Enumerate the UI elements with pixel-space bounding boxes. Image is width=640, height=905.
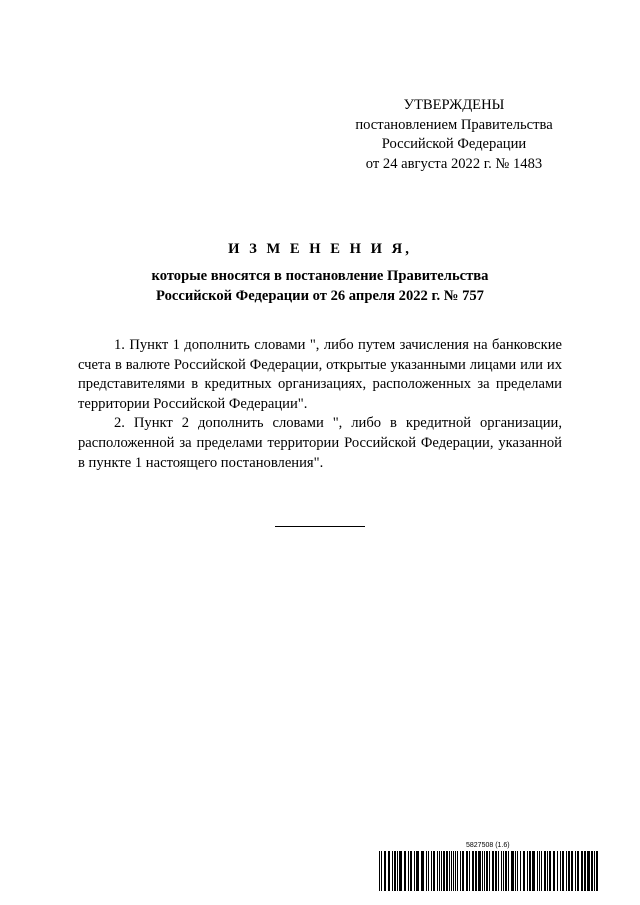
approval-title: УТВЕРЖДЕНЫ [403,97,505,113]
subtitle-line-1: которые вносятся в постановление Правительства [151,268,489,284]
approval-line-2: Российской Федерации [381,136,527,152]
document-title: И З М Е Н Е Н И Я, [228,241,412,257]
paragraph-1: 1. Пункт 1 дополнить словами ", либо путем зачисления на банковские счета в валюте Российской Федерации, открытые указанными лицами или их представителями в кредитных организациях, расположенных за пределами территории Российской Федерации". [78,337,562,412]
document-subtitle [0,267,640,306]
document-body [78,336,562,473]
end-divider [275,526,365,527]
subtitle-line-2: Российской Федерации от 26 апреля 2022 г. № 757 [156,287,484,304]
paragraph-2: 2. Пункт 2 дополнить словами ", либо в кредитной организации, расположенной за пределами территории Российской Федерации, указанной в пункте 1 настоящего постановления". [78,415,562,471]
document-barcode [378,842,598,894]
approval-line-1: постановлением Правительства [355,116,553,133]
approval-line-3: от 24 августа 2022 г. № 1483 [365,155,543,172]
approval-stamp [340,96,568,174]
barcode-icon [378,851,598,891]
barcode-label: 5827508 (1.6) [466,842,510,849]
